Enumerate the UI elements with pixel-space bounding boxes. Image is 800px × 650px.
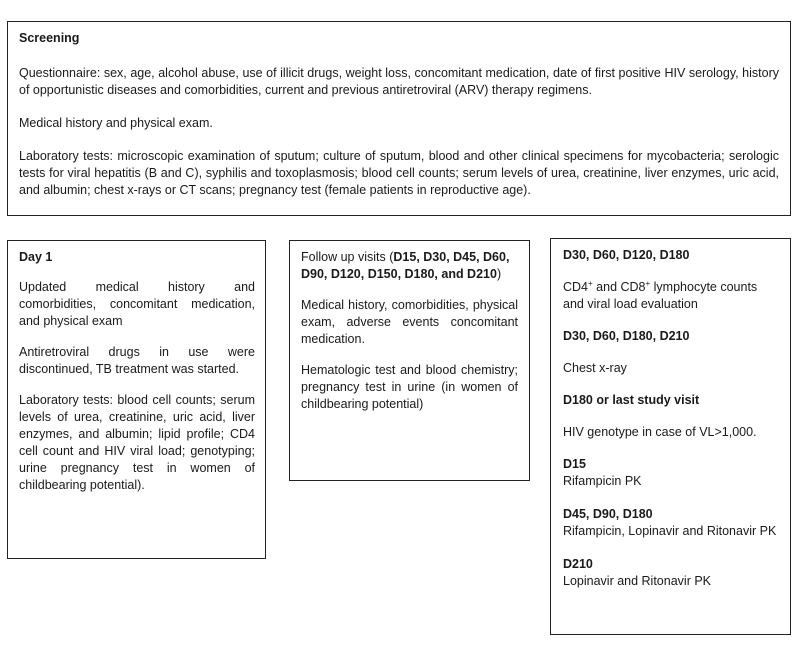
cd4-label: CD4 [563,280,589,294]
and-cd8-label: and CD8 [592,280,646,294]
pk1-days: D15 [563,457,586,471]
followup-visit-days: D15, D30, D45, D60, D90, D120, D150, D180, and D210 [301,250,510,281]
pk3-days: D210 [563,557,593,571]
xray-text: Chest x-ray [563,361,627,375]
lymphocyte-days: D30, D60, D120, D180 [563,248,690,262]
cd4-superscript: + [588,278,593,288]
day1-arv-note: Antiretroviral drugs in use were discontinued, TB treatment was started. [19,345,255,376]
lymphocyte-rest: lymphocyte counts and viral load evaluation [563,280,758,311]
pk1-text: Rifampicin PK [563,474,642,488]
pk-block-2 [563,506,780,540]
pk-block-3 [563,556,780,590]
followup-intro-suffix: ) [496,267,502,281]
day1-laboratory: Laboratory tests: blood cell counts; serum levels of urea, creatinine, uric acid, liver enzymes, and albumin; lipid profile; CD4 cell count and HIV viral load; genotyping; urine pregnancy test in women of childbearing potential). [19,393,255,492]
followup-intro [301,249,518,283]
pk3-text: Lopinavir and Ritonavir PK [563,574,711,588]
day1-box [7,240,266,559]
pk2-text: Rifampicin, Lopinavir and Ritonavir PK [563,524,777,538]
day1-title: Day 1 [19,250,53,264]
followup-intro-prefix: Follow up visits ( [301,250,394,264]
schedule-box [550,238,791,635]
day1-updated-history: Updated medical history and comorbidities, concomitant medication, and physical exam [19,280,255,328]
xray-days: D30, D60, D180, D210 [563,329,690,343]
followup-box [289,240,530,481]
pk-block-1 [563,456,780,490]
followup-clinical: Medical history, comorbidities, physical exam, adverse events concomitant medication. [301,298,518,346]
genotype-text: HIV genotype in case of VL>1,000. [563,425,757,439]
followup-laboratory: Hematologic test and blood chemistry; pregnancy test in urine (in women of childbearing potential) [301,363,518,411]
screening-title: Screening [19,31,80,45]
screening-box [7,21,791,216]
lymphocyte-text [563,279,780,313]
screening-questionnaire: Questionnaire: sex, age, alcohol abuse, use of illicit drugs, weight loss, concomitant medication, date of first positive HIV serology, history of opportunistic diseases and comorbidities, current and previous antiretroviral (ARV) therapy regimens. [19,66,779,97]
screening-laboratory: Laboratory tests: microscopic examination of sputum; culture of sputum, blood and other clinical specimens for mycobacteria; serologic tests for viral hepatitis (B and C), syphilis and toxoplasmosis; blood cell counts; serum levels of urea, creatinine, liver enzymes, uric acid, and albumin; chest x-rays or CT scans; pregnancy test (female patients in reproductive age). [19,149,779,197]
cd8-superscript: + [645,278,651,288]
screening-medical-history: Medical history and physical exam. [19,116,213,130]
pk2-days: D45, D90, D180 [563,507,653,521]
genotype-days: D180 or last study visit [563,393,700,407]
